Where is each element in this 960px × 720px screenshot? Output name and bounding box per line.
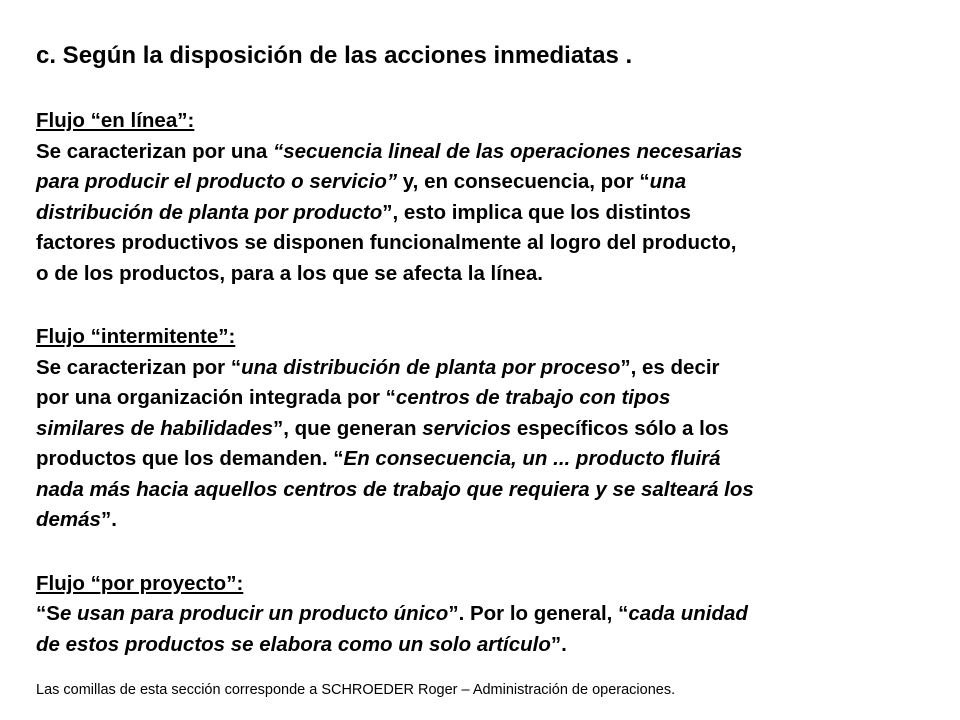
text-line [36, 414, 960, 445]
text-segment: específicos sólo a los [511, 416, 729, 440]
text-line [36, 505, 960, 536]
text-segment: y, en consecuencia, por “ [397, 170, 650, 193]
quoted-text: “secuencia lineal de las operaciones necesarias [272, 139, 743, 163]
quoted-text: servicios [422, 416, 512, 440]
quoted-text: e usan para producir un producto único [59, 602, 449, 625]
text-segment: ”, es decir [620, 355, 720, 379]
text-line [36, 353, 960, 384]
section [36, 322, 960, 536]
quoted-text: centros de trabajo con tipos [395, 386, 671, 409]
text-segment: ”. [550, 632, 567, 656]
text-segment: ”. [100, 508, 117, 531]
text-segment: o de los productos, para a los que se afecta la línea. [36, 261, 543, 285]
text-segment: factores productivos se disponen funcionalmente al logro del producto, [36, 231, 737, 254]
text-segment: ”. Por lo general, “ [448, 602, 629, 625]
text-segment: ”, esto implica que los distintos [382, 200, 691, 224]
quoted-text: nada más hacia aquellos centros de trabajo que requiera y se salteará los [36, 477, 754, 501]
section-heading: Flujo “en línea”: [36, 109, 195, 132]
quoted-text: distribución de planta por producto [36, 200, 383, 224]
text-segment: Se caracterizan por una [36, 139, 273, 163]
text-line [36, 259, 960, 290]
text-segment: “S [36, 602, 60, 625]
quoted-text: cada unidad [628, 602, 748, 625]
text-segment: productos que los demanden. “ [36, 447, 344, 470]
text-line [36, 630, 960, 661]
text-line [36, 599, 960, 630]
text-line [36, 383, 960, 414]
quoted-text: una [649, 170, 687, 193]
quoted-text: demás [36, 508, 101, 531]
quoted-text: similares de habilidades [36, 416, 273, 440]
text-segment: por una organización integrada por “ [36, 386, 396, 409]
text-line [36, 228, 960, 259]
quoted-text: de estos productos se elabora como un solo artículo [36, 632, 551, 656]
text-line [36, 475, 960, 506]
text-segment: Se caracterizan por “ [36, 355, 242, 379]
section-heading: Flujo “por proyecto”: [36, 571, 244, 595]
text-line [36, 137, 960, 168]
slide-body [36, 106, 960, 660]
quoted-text: una distribución de planta por proceso [241, 355, 621, 379]
text-line [36, 198, 960, 229]
section-heading: Flujo “intermitente”: [36, 325, 236, 348]
quoted-text: para producir el producto o servicio” [36, 170, 398, 193]
text-segment: ”, que generan [273, 416, 423, 440]
section [36, 106, 960, 289]
footnote: Las comillas de esta sección corresponde a SCHROEDER Roger – Administración de operaciones. [36, 682, 676, 698]
text-line [36, 167, 960, 198]
section [36, 569, 960, 661]
slide-title: c. Según la disposición de las acciones inmediatas . [36, 42, 633, 69]
quoted-text: En consecuencia, un ... producto fluirá [343, 447, 721, 470]
text-line [36, 444, 960, 475]
